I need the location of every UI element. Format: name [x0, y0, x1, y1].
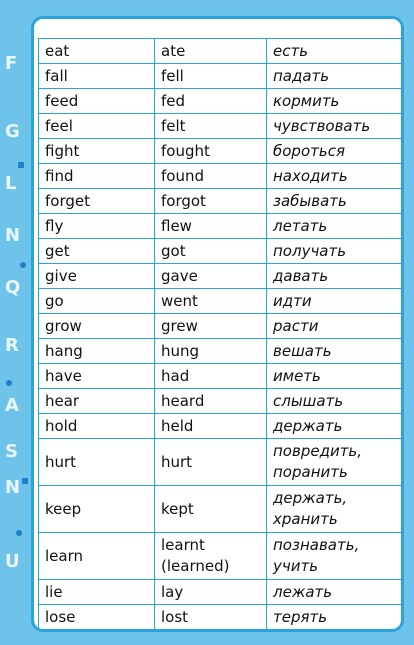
base-form-cell: eat: [39, 39, 155, 64]
table-row: [39, 486, 402, 533]
decor-letter: A: [5, 395, 19, 416]
base-form-cell: go: [39, 289, 155, 314]
base-form-cell: forget: [39, 189, 155, 214]
decor-letter: U: [5, 551, 20, 572]
irregular-verbs-table: [38, 38, 402, 630]
past-form-cell: grew: [155, 314, 267, 339]
past-form-cell: found: [155, 164, 267, 189]
table-row: [39, 164, 402, 189]
base-form-cell: get: [39, 239, 155, 264]
decor-square: [22, 478, 28, 484]
base-form-cell: fight: [39, 139, 155, 164]
translation-cell: иметь: [267, 364, 402, 389]
past-form-cell: felt: [155, 114, 267, 139]
past-form-cell: heard: [155, 389, 267, 414]
base-form-cell: lie: [39, 580, 155, 605]
past-form-cell: kept: [155, 486, 267, 533]
base-form-cell: give: [39, 264, 155, 289]
translation-cell: вешать: [267, 339, 402, 364]
base-form-cell: have: [39, 364, 155, 389]
translation-cell: есть: [267, 39, 402, 64]
base-form-cell: hear: [39, 389, 155, 414]
table-row: [39, 114, 402, 139]
past-form-cell: fell: [155, 64, 267, 89]
base-form-cell: hold: [39, 414, 155, 439]
past-form-cell: flew: [155, 214, 267, 239]
table-row: [39, 289, 402, 314]
past-form-cell: fed: [155, 89, 267, 114]
decor-dot: [6, 380, 12, 386]
table-row: [39, 580, 402, 605]
table-row: [39, 239, 402, 264]
translation-cell: чувствовать: [267, 114, 402, 139]
translation-cell: держать, хранить: [267, 486, 402, 533]
translation-cell: держать: [267, 414, 402, 439]
table-row: [39, 364, 402, 389]
table-row: [39, 605, 402, 630]
table-row: [39, 339, 402, 364]
base-form-cell: lose: [39, 605, 155, 630]
translation-cell: падать: [267, 64, 402, 89]
decor-dot: [16, 530, 22, 536]
decor-dot: [20, 262, 26, 268]
translation-cell: идти: [267, 289, 402, 314]
translation-cell: расти: [267, 314, 402, 339]
translation-cell: получать: [267, 239, 402, 264]
table-row: [39, 139, 402, 164]
past-form-cell: fought: [155, 139, 267, 164]
table-row: [39, 39, 402, 64]
base-form-cell: grow: [39, 314, 155, 339]
past-form-cell: learnt (learned): [155, 533, 267, 580]
table-row: [39, 64, 402, 89]
base-form-cell: keep: [39, 486, 155, 533]
decor-letter: R: [5, 335, 19, 356]
base-form-cell: learn: [39, 533, 155, 580]
past-form-cell: forgot: [155, 189, 267, 214]
translation-cell: слышать: [267, 389, 402, 414]
table-row: [39, 439, 402, 486]
decor-letter: S: [5, 441, 18, 462]
past-form-cell: ate: [155, 39, 267, 64]
table-row: [39, 533, 402, 580]
decor-letter: L: [5, 173, 17, 194]
translation-cell: забывать: [267, 189, 402, 214]
past-form-cell: had: [155, 364, 267, 389]
base-form-cell: fall: [39, 64, 155, 89]
translation-cell: повредить, поранить: [267, 439, 402, 486]
table-row: [39, 214, 402, 239]
base-form-cell: hang: [39, 339, 155, 364]
table-row: [39, 414, 402, 439]
past-form-cell: hurt: [155, 439, 267, 486]
translation-cell: бороться: [267, 139, 402, 164]
past-form-cell: held: [155, 414, 267, 439]
base-form-cell: feel: [39, 114, 155, 139]
decor-letter: G: [5, 121, 20, 142]
translation-cell: терять: [267, 605, 402, 630]
decor-letter: F: [5, 53, 18, 74]
table-row: [39, 189, 402, 214]
table-row: [39, 264, 402, 289]
past-form-cell: lay: [155, 580, 267, 605]
decor-letter: N: [5, 225, 21, 246]
translation-cell: лежать: [267, 580, 402, 605]
side-decoration: [0, 45, 28, 645]
base-form-cell: fly: [39, 214, 155, 239]
table-row: [39, 314, 402, 339]
translation-cell: находить: [267, 164, 402, 189]
table-row: [39, 389, 402, 414]
translation-cell: давать: [267, 264, 402, 289]
decor-square: [18, 162, 24, 168]
past-form-cell: got: [155, 239, 267, 264]
past-form-cell: lost: [155, 605, 267, 630]
translation-cell: кормить: [267, 89, 402, 114]
base-form-cell: hurt: [39, 439, 155, 486]
past-form-cell: went: [155, 289, 267, 314]
past-form-cell: hung: [155, 339, 267, 364]
decor-letter: N: [5, 477, 21, 498]
base-form-cell: feed: [39, 89, 155, 114]
decor-letter: Q: [5, 277, 21, 298]
base-form-cell: find: [39, 164, 155, 189]
verb-table-card: [31, 16, 404, 632]
translation-cell: летать: [267, 214, 402, 239]
past-form-cell: gave: [155, 264, 267, 289]
translation-cell: познавать, учить: [267, 533, 402, 580]
table-row: [39, 89, 402, 114]
